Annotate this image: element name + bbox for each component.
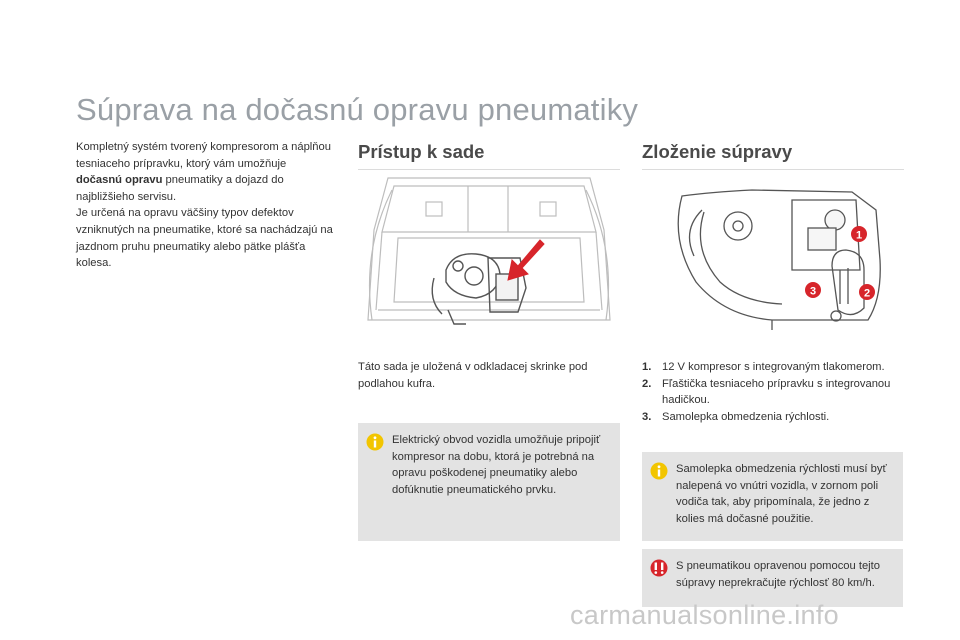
access-heading: Prístup k sade — [358, 141, 485, 162]
callout-3-label: 3 — [809, 285, 817, 298]
callout-2 — [859, 284, 875, 300]
composition-info-note — [642, 452, 903, 541]
callout-2-label: 2 — [863, 287, 871, 300]
watermark: carmanualsonline.info — [570, 600, 839, 630]
intro-bold-text: dočasnú opravu — [76, 174, 163, 187]
intro-text-1: Kompletný systém tvorený kompresorom a náplňou tesniaceho prípravku, ktorý vám umožňuje — [76, 141, 331, 170]
intro-paragraph — [76, 139, 334, 272]
callout-1-label: 1 — [855, 229, 863, 242]
list-item — [642, 376, 904, 409]
access-note-text: Elektrický obvod vozidla umožňuje pripojiť kompresor na dobu, ktorá je potrebná na opravu poškodenej pneumatiky alebo dofúknutie pneumatického prvku. — [392, 434, 601, 496]
trunk-drawing — [358, 170, 620, 335]
trunk-illustration — [358, 169, 620, 334]
access-description: Táto sada je uložená v odkladacej skrinke pod podlahou kufra. — [358, 361, 588, 390]
warning-icon — [650, 559, 668, 577]
composition-warning-text: S pneumatikou opravenou pomocou tejto súpravy neprekračujte rýchlosť 80 km/h. — [676, 560, 880, 589]
list-item — [642, 359, 904, 376]
access-info-note — [358, 423, 620, 541]
page-title: Súprava na dočasnú opravu pneumatiky — [76, 92, 639, 127]
list-item-text: Fľaštička tesniaceho prípravku s integrovanou hadičkou. — [662, 377, 891, 407]
info-icon — [650, 462, 668, 480]
intro-text-2: pneumatiky a dojazd do najbližšieho servisu. — [76, 174, 284, 203]
list-item-text: 12 V kompresor s integrovaným tlakomerom. — [662, 361, 885, 373]
info-icon — [366, 433, 384, 451]
composition-warning-note — [642, 549, 903, 607]
intro-text-3: Je určená na opravu väčšiny typov defektov vzniknutých na pneumatike, ktoré sa nachádzajú na jazdnom pruhu pneumatiky alebo pätke plášťa kolesa. — [76, 207, 333, 270]
list-item — [642, 409, 904, 426]
callout-1 — [851, 226, 867, 242]
kit-component-list — [642, 359, 904, 425]
kit-illustration — [642, 169, 904, 334]
list-item-number: 1. — [642, 361, 652, 373]
composition-heading: Zloženie súpravy — [642, 141, 793, 162]
list-item-text: Samolepka obmedzenia rýchlosti. — [662, 410, 830, 423]
list-item-number: 3. — [642, 410, 652, 423]
list-item-number: 2. — [642, 377, 652, 390]
arrow-icon — [508, 240, 544, 280]
composition-info-text: Samolepka obmedzenia rýchlosti musí byť nalepená vo vnútri vozidla, v zornom poli vodiča tak, aby pripomínala, že jedno z kolies má dočasné použitie. — [676, 463, 887, 525]
kit-drawing — [642, 170, 904, 335]
callout-3 — [805, 282, 821, 298]
